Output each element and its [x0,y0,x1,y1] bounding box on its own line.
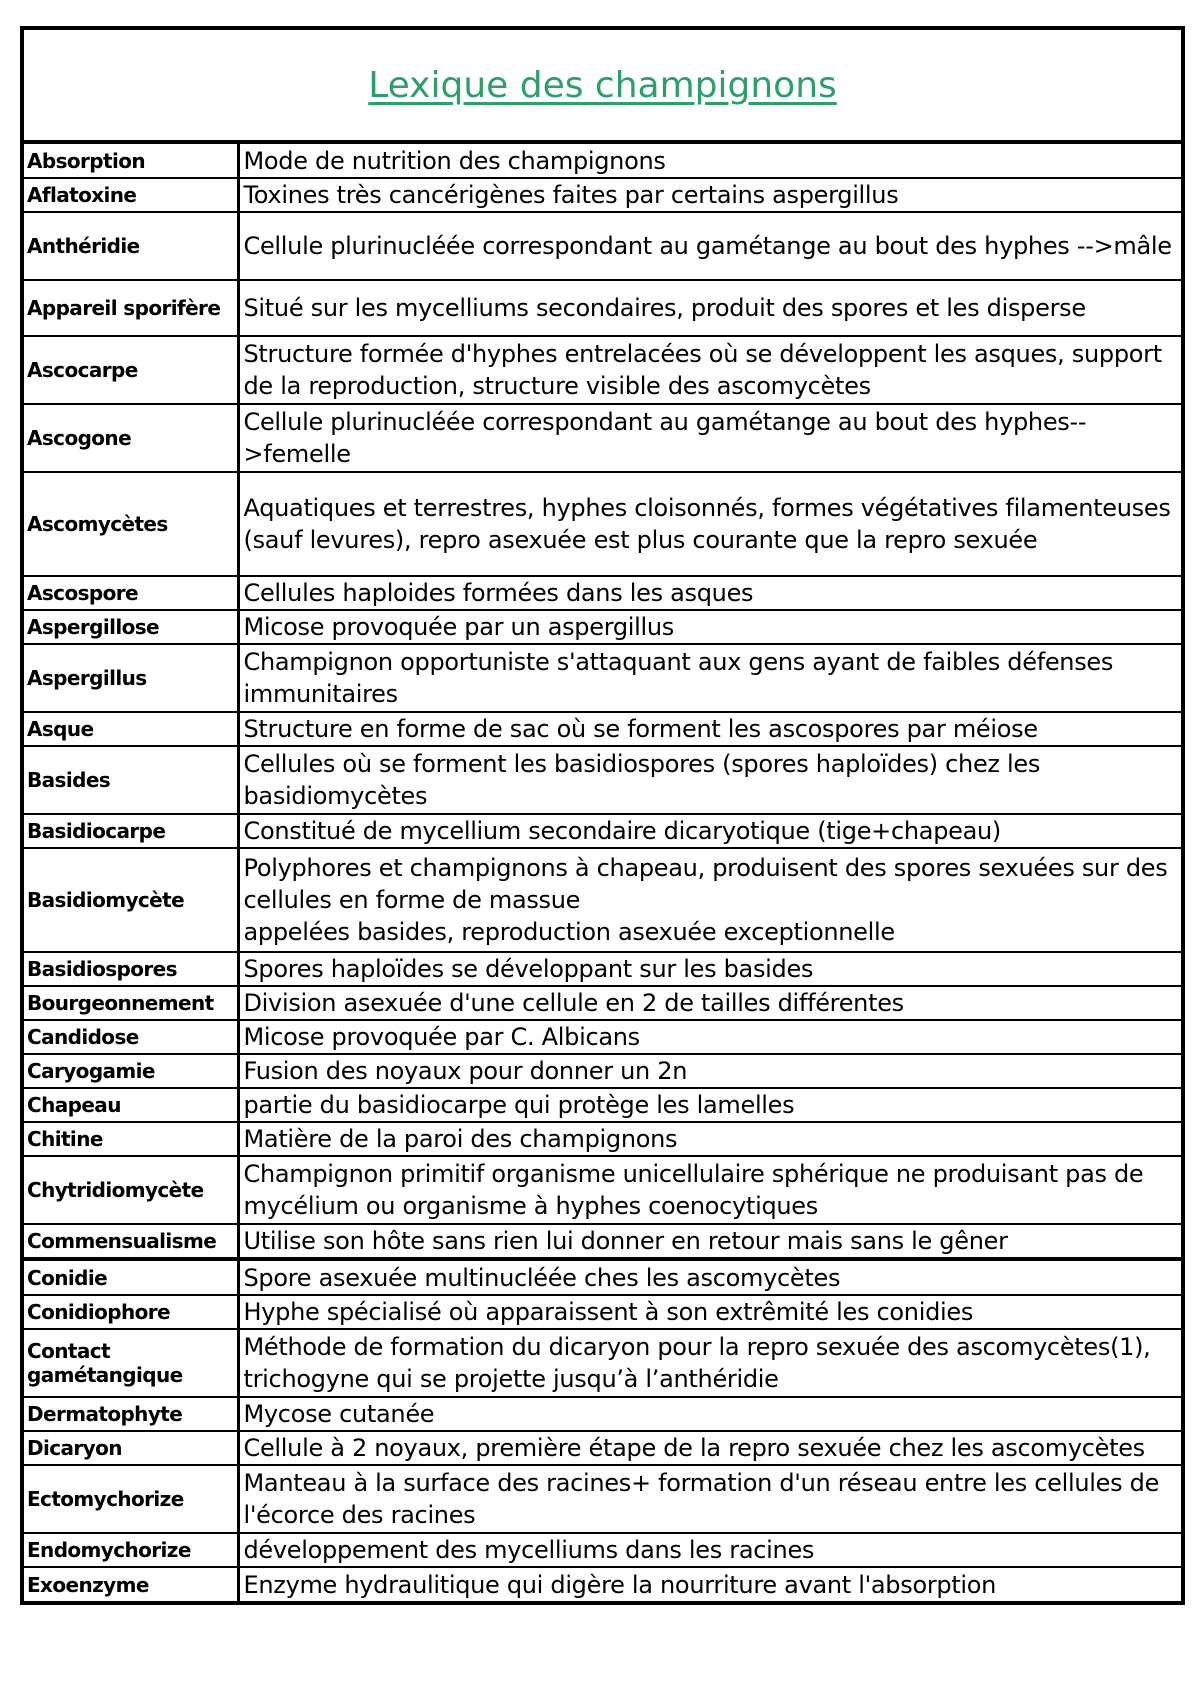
glossary-term: Ectomychorize [24,1465,238,1533]
glossary-term: Endomychorize [24,1533,238,1567]
table-row [24,848,1181,952]
table-row [24,1397,1181,1431]
table-row [24,576,1181,610]
glossary-term: Commensualisme [24,1224,238,1259]
glossary-table [24,144,1181,1601]
glossary-definition: Mycose cutanée [238,1397,1181,1431]
table-row [24,1533,1181,1567]
table-row [24,1295,1181,1329]
table-row [24,336,1181,404]
glossary-term: Chitine [24,1122,238,1156]
glossary-term: Exoenzyme [24,1567,238,1601]
glossary-body [24,144,1181,1601]
glossary-term: Conidie [24,1259,238,1295]
table-row [24,404,1181,472]
table-row [24,1122,1181,1156]
glossary-term: Bourgeonnement [24,986,238,1020]
glossary-definition: Mode de nutrition des champignons [238,144,1181,178]
glossary-definition: Cellules haploides formées dans les asques [238,576,1181,610]
glossary-term: Basidiocarpe [24,814,238,848]
glossary-definition: Toxines très cancérigènes faites par certains aspergillus [238,178,1181,212]
glossary-definition: Champignon primitif organisme unicellulaire sphérique ne produisant pas de mycélium ou organisme à hyphes coenocytiques [238,1156,1181,1224]
table-row [24,1156,1181,1224]
table-row [24,1329,1181,1397]
glossary-definition: Aquatiques et terrestres, hyphes cloisonnés, formes végétatives filamenteuses (sauf levures), repro asexuée est plus courante que la repro sexuée [238,472,1181,576]
glossary-definition: Fusion des noyaux pour donner un 2n [238,1054,1181,1088]
glossary-term: Aspergillose [24,610,238,644]
glossary-definition: Champignon opportuniste s'attaquant aux gens ayant de faibles défenses immunitaires [238,644,1181,712]
glossary-term: Contact gamétangique [24,1329,238,1397]
glossary-definition: Division asexuée d'une cellule en 2 de tailles différentes [238,986,1181,1020]
glossary-definition: Utilise son hôte sans rien lui donner en retour mais sans le gêner [238,1224,1181,1259]
glossary-term: Aspergillus [24,644,238,712]
table-row [24,1020,1181,1054]
glossary-term: Chapeau [24,1088,238,1122]
glossary-term: Asque [24,712,238,746]
glossary-term: Anthéridie [24,212,238,280]
glossary-definition: Manteau à la surface des racines+ formation d'un réseau entre les cellules de l'écorce des racines [238,1465,1181,1533]
glossary-term: Basidiomycète [24,848,238,952]
glossary-definition: Cellule plurinucléée correspondant au gamétange au bout des hyphes-- >femelle [238,404,1181,472]
table-row [24,986,1181,1020]
table-row [24,746,1181,814]
glossary-term: Caryogamie [24,1054,238,1088]
glossary-definition: Spore asexuée multinucléée ches les ascomycètes [238,1259,1181,1295]
table-row [24,178,1181,212]
glossary-definition: Cellules où se forment les basidiospores (spores haploïdes) chez les basidiomycètes [238,746,1181,814]
glossary-term: Aflatoxine [24,178,238,212]
glossary-definition: développement des mycelliums dans les racines [238,1533,1181,1567]
glossary-definition: Méthode de formation du dicaryon pour la repro sexuée des ascomycètes(1), trichogyne qui se projette jusqu’à l’anthéridie [238,1329,1181,1397]
glossary-definition: Enzyme hydraulitique qui digère la nourriture avant l'absorption [238,1567,1181,1601]
glossary-term: Appareil sporifère [24,280,238,336]
glossary-definition: Micose provoquée par un aspergillus [238,610,1181,644]
glossary-definition: Hyphe spécialisé où apparaissent à son extrêmité les conidies [238,1295,1181,1329]
page-title: Lexique des champignons [368,64,837,106]
glossary-term: Dicaryon [24,1431,238,1465]
glossary-term: Candidose [24,1020,238,1054]
glossary-definition: Structure formée d'hyphes entrelacées où se développent les asques, support de la reproduction, structure visible des ascomycètes [238,336,1181,404]
table-row [24,610,1181,644]
glossary-definition: Micose provoquée par C. Albicans [238,1020,1181,1054]
title-box [24,30,1181,144]
glossary-term: Absorption [24,144,238,178]
glossary-definition: Polyphores et champignons à chapeau, produisent des spores sexuées sur des cellules en forme de massue appelées basides, reproduction asexuée exceptionnelle [238,848,1181,952]
glossary-definition: Constitué de mycellium secondaire dicaryotique (tige+chapeau) [238,814,1181,848]
glossary-definition: partie du basidiocarpe qui protège les lamelles [238,1088,1181,1122]
table-row [24,212,1181,280]
table-row [24,1259,1181,1295]
table-row [24,1054,1181,1088]
glossary-definition: Cellule plurinucléée correspondant au gamétange au bout des hyphes -->mâle [238,212,1181,280]
table-row [24,644,1181,712]
glossary-term: Chytridiomycète [24,1156,238,1224]
table-row [24,472,1181,576]
table-row [24,712,1181,746]
table-row [24,1224,1181,1259]
table-row [24,1088,1181,1122]
table-row [24,952,1181,986]
table-row [24,1465,1181,1533]
glossary-sheet [20,26,1185,1605]
glossary-term: Ascocarpe [24,336,238,404]
table-row [24,280,1181,336]
table-row [24,1431,1181,1465]
table-row [24,814,1181,848]
glossary-definition: Spores haploïdes se développant sur les basides [238,952,1181,986]
glossary-definition: Matière de la paroi des champignons [238,1122,1181,1156]
glossary-definition: Situé sur les mycelliums secondaires, produit des spores et les disperse [238,280,1181,336]
glossary-definition: Structure en forme de sac où se forment les ascospores par méiose [238,712,1181,746]
glossary-term: Basidiospores [24,952,238,986]
table-row [24,144,1181,178]
glossary-term: Conidiophore [24,1295,238,1329]
glossary-term: Ascomycètes [24,472,238,576]
glossary-term: Basides [24,746,238,814]
table-row [24,1567,1181,1601]
glossary-term: Ascogone [24,404,238,472]
glossary-definition: Cellule à 2 noyaux, première étape de la repro sexuée chez les ascomycètes [238,1431,1181,1465]
glossary-term: Ascospore [24,576,238,610]
glossary-term: Dermatophyte [24,1397,238,1431]
